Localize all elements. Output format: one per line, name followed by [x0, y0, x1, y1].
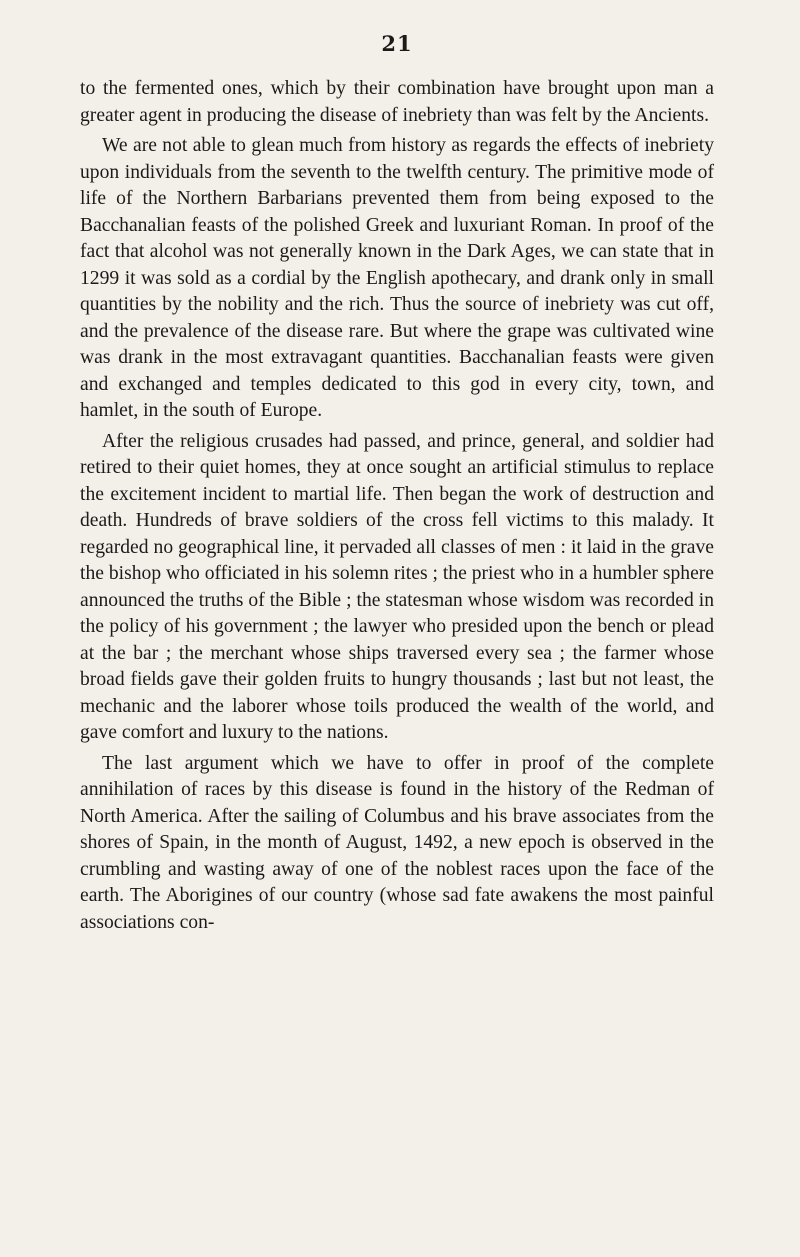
paragraph-1: to the fermented ones, which by their combination have brought upon man a greater agent in producing the disease of inebriety than was felt by the Ancients. — [80, 78, 714, 126]
body-text — [80, 76, 714, 936]
paragraph-2: We are not able to glean much from history as regards the effects of inebriety upon individuals from the seventh to the twelfth century. The primitive mode of life of the Northern Barbarians prevented them from being exposed to the Bacchanalian feasts of the polished Greek and luxuriant Roman. In proof of the fact that alcohol was not generally known in the Dark Ages, we can state that in 1299 it was sold as a cordial by the English apothecary, and drank only in small quantities by the nobility and the rich. Thus the source of inebriety was cut off, and the prevalence of the disease rare. But where the grape was cultivated wine was drank in the most extravagant quantities. Bacchanalian feasts were given and exchanged and temples dedicated to this god in every city, town, and hamlet, in the south of Europe. — [80, 135, 714, 421]
paragraph-4: The last argument which we have to offer in proof of the complete annihilation of races by this disease is found in the history of the Redman of North America. After the sailing of Columbus and his brave associates from the shores of Spain, in the month of August, 1492, a new epoch is observed in the crumbling and wasting away of one of the noblest races upon the face of the earth. The Aborigines of our country (whose sad fate awakens the most painful associations con- — [80, 752, 714, 933]
paragraph-3: After the religious crusades had passed, and prince, general, and soldier had retired to their quiet homes, they at once sought an artificial stimulus to replace the excitement incident to martial life. Then began the work of destruction and death. Hundreds of brave soldiers of the cross fell victims to this malady. It regarded no geographical line, it pervaded all classes of men : it laid in the grave the bishop who officiated in his solemn rites ; the priest who in a humbler sphere announced the truths of the Bible ; the statesman whose wisdom was recorded in the policy of his government ; the lawyer who presided upon the bench or plead at the bar ; the merchant whose ships traversed every sea ; the farmer whose broad fields gave their golden fruits to hungry thousands ; last but not least, the mechanic and the laborer whose toils produced the wealth of the world, and gave comfort and luxury to the nations. — [80, 430, 714, 743]
page-number: 21 — [381, 31, 413, 56]
